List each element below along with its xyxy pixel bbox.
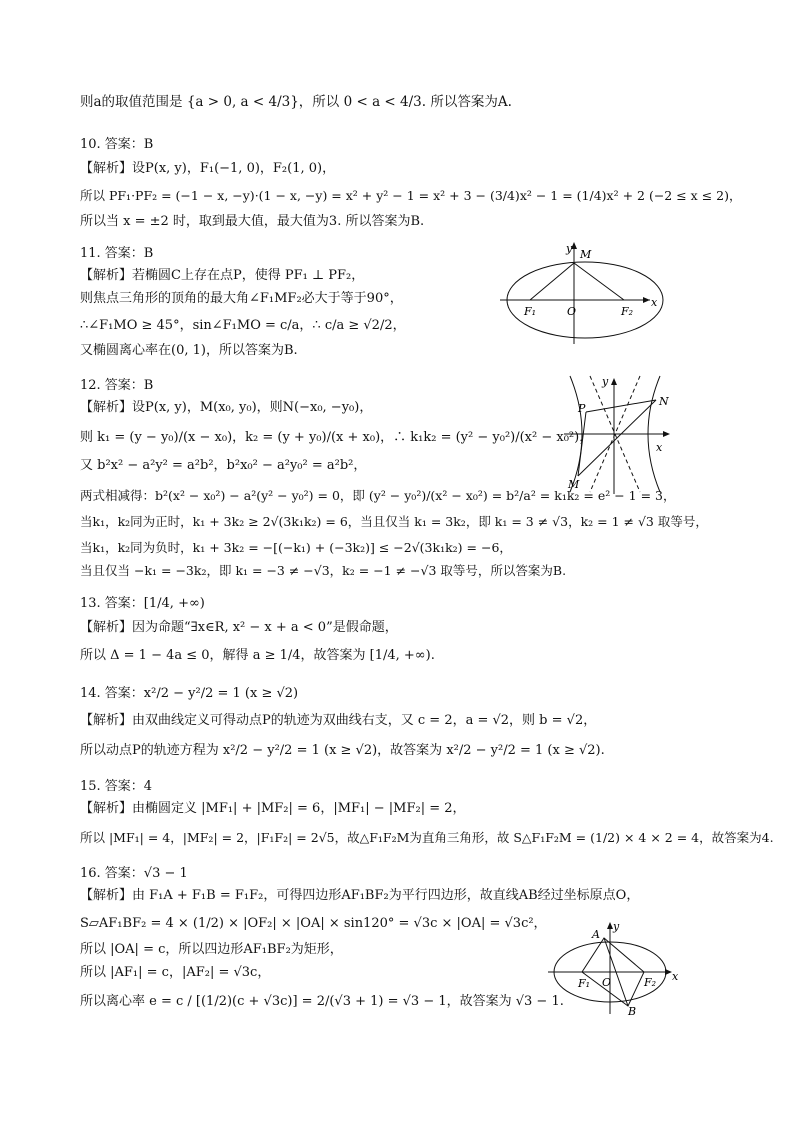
fig11-f2-label: F₂ [621, 305, 634, 318]
fig16-b-label: B [628, 1005, 637, 1016]
fig16-y-label: y [613, 920, 620, 933]
solution-10-line-3: 所以当 x = ±2 时，取到最大值，最大值为3. 所以答案为B. [80, 214, 425, 229]
fig11-y-label: y [566, 242, 573, 255]
fig16-f2-label: F₂ [644, 976, 657, 989]
answer-13: 13. 答案：[1/4, +∞) [80, 596, 205, 611]
ellipse-figure-11 [500, 236, 670, 348]
solution-13-line-2: 所以 Δ = 1 − 4a ≤ 0，解得 a ≥ 1/4，故答案为 [1/4, +∞). [80, 648, 435, 663]
hyperbola-figure-12 [560, 372, 680, 497]
solution-14-line-1: 【解析】由双曲线定义可得动点P的轨迹为双曲线右支，又 c = 2，a = √2，则 b = √2， [80, 713, 597, 728]
fig12-m-label: M [568, 478, 580, 491]
ellipse-figure-16 [548, 914, 688, 1016]
solution-12-line-3: 又 b²x² − a²y² = a²b²，b²x₀² − a²y₀² = a²b²， [80, 458, 367, 473]
solution-12-line-7: 当且仅当 −k₁ = −3k₂，即 k₁ = −3 ≠ −√3，k₂ = −1 ≠ −√3 取等号，所以答案为B. [80, 563, 567, 578]
intro-line: 则a的取值范围是 {a > 0, a < 4/3}，所以 0 < a < 4/3. 所以答案为A. [80, 94, 512, 110]
answer-16: 16. 答案：√3 − 1 [80, 866, 188, 881]
fig16-x-label: x [672, 970, 679, 983]
solution-12-line-2: 则 k₁ = (y − y₀)/(x − x₀)，k₂ = (y + y₀)/(x + x₀)，∴ k₁k₂ = (y² − y₀²)/(x² − x₀²)， [80, 430, 593, 445]
solution-13-line-1: 【解析】因为命题“∃x∈R, x² − x + a < 0”是假命题， [80, 620, 398, 635]
solution-16-line-2: S▱AF₁BF₂ = 4 × (1/2) × |OF₂| × |OA| × sin120° = √3c × |OA| = √3c²， [80, 916, 547, 931]
fig11-o-label: O [567, 305, 577, 318]
solution-10-line-1: 【解析】设P(x, y)，F₁(−1, 0)，F₂(1, 0)， [80, 161, 336, 176]
solution-12-line-1: 【解析】设P(x, y)，M(x₀, y₀)，则N(−x₀, −y₀)， [80, 400, 373, 415]
solution-11-line-2: 则焦点三角形的顶角的最大角∠F₁MF₂必大于等于90°， [80, 291, 403, 306]
solution-16-line-1: 【解析】由 F₁A + F₁B = F₁F₂，可得四边形AF₁BF₂为平行四边形，故直线AB经过坐标原点O， [80, 888, 640, 903]
fig16-f1-label: F₁ [578, 977, 591, 990]
fig16-a-label: A [592, 928, 600, 941]
solution-10-line-2: 所以 PF₁·PF₂ = (−1 − x, −y)·(1 − x, −y) = x² + y² − 1 = x² + 3 − (3/4)x² − 1 = (1/4)x² + 2 (−2 ≤ x ≤ 2)， [80, 188, 742, 203]
solution-11-line-3: ∴∠F₁MO ≥ 45°，sin∠F₁MO = c/a，∴ c/a ≥ √2/2， [80, 318, 406, 333]
solution-16-line-4: 所以 |AF₁| = c，|AF₂| = √3c， [80, 965, 271, 980]
solution-16-line-3: 所以 |OA| = c，所以四边形AF₁BF₂为矩形， [80, 942, 343, 957]
solution-15-line-1: 【解析】由椭圆定义 |MF₁| + |MF₂| = 6，|MF₁| − |MF₂| = 2， [80, 801, 466, 816]
solution-11-line-4: 又椭圆离心率在(0, 1)，所以答案为B. [80, 343, 298, 358]
solution-16-line-5: 所以离心率 e = c / [(1/2)(c + √3c)] = 2/(√3 + 1) = √3 − 1，故答案为 √3 − 1. [80, 994, 564, 1009]
fig11-x-label: x [651, 296, 658, 309]
fig12-p-label: P [578, 402, 586, 415]
answer-15: 15. 答案：4 [80, 779, 153, 794]
solution-12-line-5: 当k₁，k₂同为正时，k₁ + 3k₂ ≥ 2√(3k₁k₂) = 6，当且仅当 k₁ = 3k₂，即 k₁ = 3 ≠ √3，k₂ = 1 ≠ √3 取等号， [80, 514, 708, 529]
answer-10: 10. 答案：B [80, 137, 154, 152]
fig12-y-label: y [602, 375, 609, 388]
fig11-f1-label: F₁ [524, 305, 537, 318]
fig16-o-label: O [602, 976, 612, 989]
solution-12-line-6: 当k₁，k₂同为负时，k₁ + 3k₂ = −[(−k₁) + (−3k₂)] ≤ −2√(3k₁k₂) = −6， [80, 540, 512, 555]
solution-11-line-1: 【解析】若椭圆C上存在点P，使得 PF₁ ⊥ PF₂， [80, 268, 365, 283]
fig11-m-label: M [580, 248, 592, 261]
answer-11: 11. 答案：B [80, 246, 154, 261]
answer-12: 12. 答案：B [80, 378, 154, 393]
fig12-n-label: N [659, 395, 669, 408]
solution-12-line-4: 两式相减得：b²(x² − x₀²) − a²(y² − y₀²) = 0，即 (y² − y₀²)/(x² − x₀²) = b²/a² = k₁k₂ = e² − 1 = 3， [80, 488, 676, 503]
answer-14: 14. 答案：x²/2 − y²/2 = 1 (x ≥ √2) [80, 686, 299, 701]
solution-14-line-2: 所以动点P的轨迹方程为 x²/2 − y²/2 = 1 (x ≥ √2)，故答案为 x²/2 − y²/2 = 1 (x ≥ √2). [80, 743, 605, 758]
solution-15-line-2: 所以 |MF₁| = 4，|MF₂| = 2，|F₁F₂| = 2√5，故△F₁F₂M为直角三角形，故 S△F₁F₂M = (1/2) × 4 × 2 = 4，故答案为4. [80, 830, 774, 845]
fig12-x-label: x [656, 441, 663, 454]
